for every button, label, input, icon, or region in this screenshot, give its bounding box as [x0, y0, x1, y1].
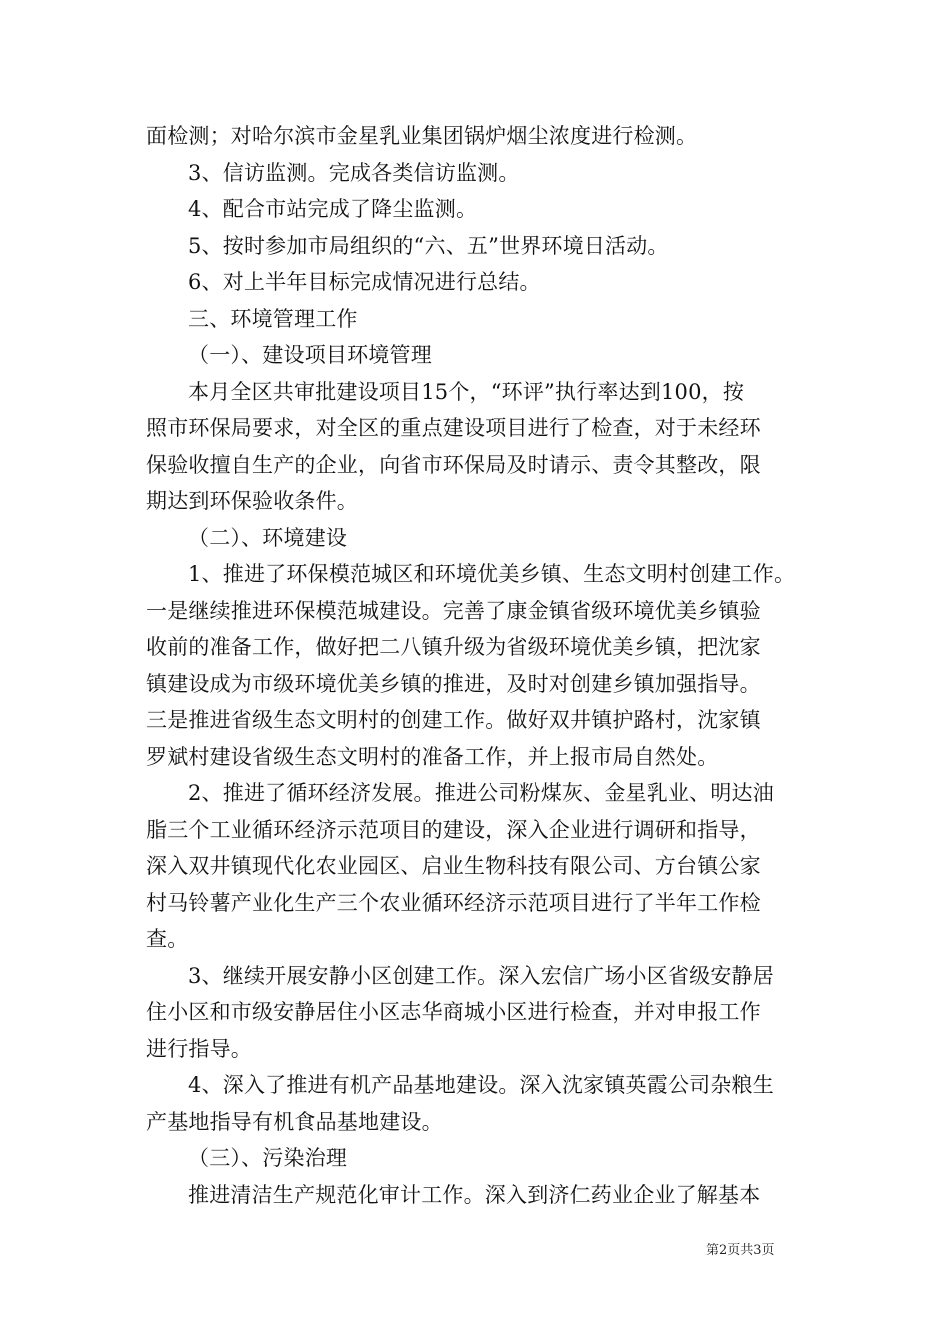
paragraph-line: 住小区和市级安静居住小区志华商城小区进行检查，并对申报工作 [146, 1000, 761, 1024]
paragraph-line: 推进清洁生产规范化审计工作。深入到济仁药业企业了解基本 [188, 1182, 761, 1207]
paragraph-line: 3、信访监测。完成各类信访监测。 [188, 160, 520, 185]
paragraph-line: 2、推进了循环经济发展。推进公司粉煤灰、金星乳业、明达油 [188, 781, 774, 805]
paragraph-line: 一是继续推进环保模范城建设。完善了康金镇省级环境优美乡镇验 [146, 598, 761, 623]
paragraph-line: 进行指导。 [146, 1036, 252, 1061]
subsection-heading: （二）、环境建设 [188, 525, 348, 550]
document-body [146, 118, 816, 1213]
subsection-heading: （三）、污染治理 [188, 1146, 348, 1170]
subsection-heading: （一）、建设项目环境管理 [188, 343, 432, 367]
paragraph-line: 保验收擅自生产的企业，向省市环保局及时请示、责令其整改，限 [146, 452, 761, 477]
paragraph-line: 本月全区共审批建设项目15个，“环评”执行率达到100，按 [188, 379, 745, 404]
paragraph-line: 村马铃薯产业化生产三个农业循环经济示范项目进行了半年工作检 [146, 890, 761, 915]
paragraph-line: 产基地指导有机食品基地建设。 [146, 1109, 443, 1134]
paragraph-line: 照市环保局要求，对全区的重点建设项目进行了检查，对于未经环 [146, 416, 761, 440]
paragraph-line: 4、配合市站完成了降尘监测。 [188, 197, 478, 221]
paragraph-line: 镇建设成为市级环境优美乡镇的推进，及时对创建乡镇加强指导。 [146, 671, 761, 696]
paragraph-line: 查。 [146, 927, 189, 951]
paragraph-line: 面检测；对哈尔滨市金星乳业集团锅炉烟尘浓度进行检测。 [146, 124, 698, 148]
paragraph-line: 4、深入了推进有机产品基地建设。深入沈家镇英霞公司杂粮生 [188, 1073, 774, 1097]
paragraph-line: 6、对上半年目标完成情况进行总结。 [188, 270, 541, 294]
page-number-footer: 第2页共3页 [706, 1243, 775, 1258]
paragraph-line: 收前的准备工作，做好把二八镇升级为省级环境优美乡镇，把沈家 [146, 635, 761, 659]
paragraph-line: 期达到环保验收条件。 [146, 489, 358, 513]
paragraph-line: 深入双井镇现代化农业园区、启业生物科技有限公司、方台镇公家 [146, 854, 761, 878]
paragraph-line: 3、继续开展安静小区创建工作。深入宏信广场小区省级安静居 [188, 963, 774, 988]
section-heading: 三、环境管理工作 [188, 306, 358, 331]
paragraph-line: 三是推进省级生态文明村的创建工作。做好双井镇护路村，沈家镇 [146, 708, 761, 732]
paragraph-line: 1、推进了环保模范城区和环境优美乡镇、生态文明村创建工作。 [188, 562, 796, 586]
paragraph-line: 罗斌村建设省级生态文明村的准备工作，并上报市局自然处。 [146, 744, 719, 769]
paragraph-line: 脂三个工业循环经济示范项目的建设，深入企业进行调研和指导， [146, 817, 761, 842]
paragraph-line: 5、按时参加市局组织的“六、五”世界环境日活动。 [188, 233, 669, 258]
